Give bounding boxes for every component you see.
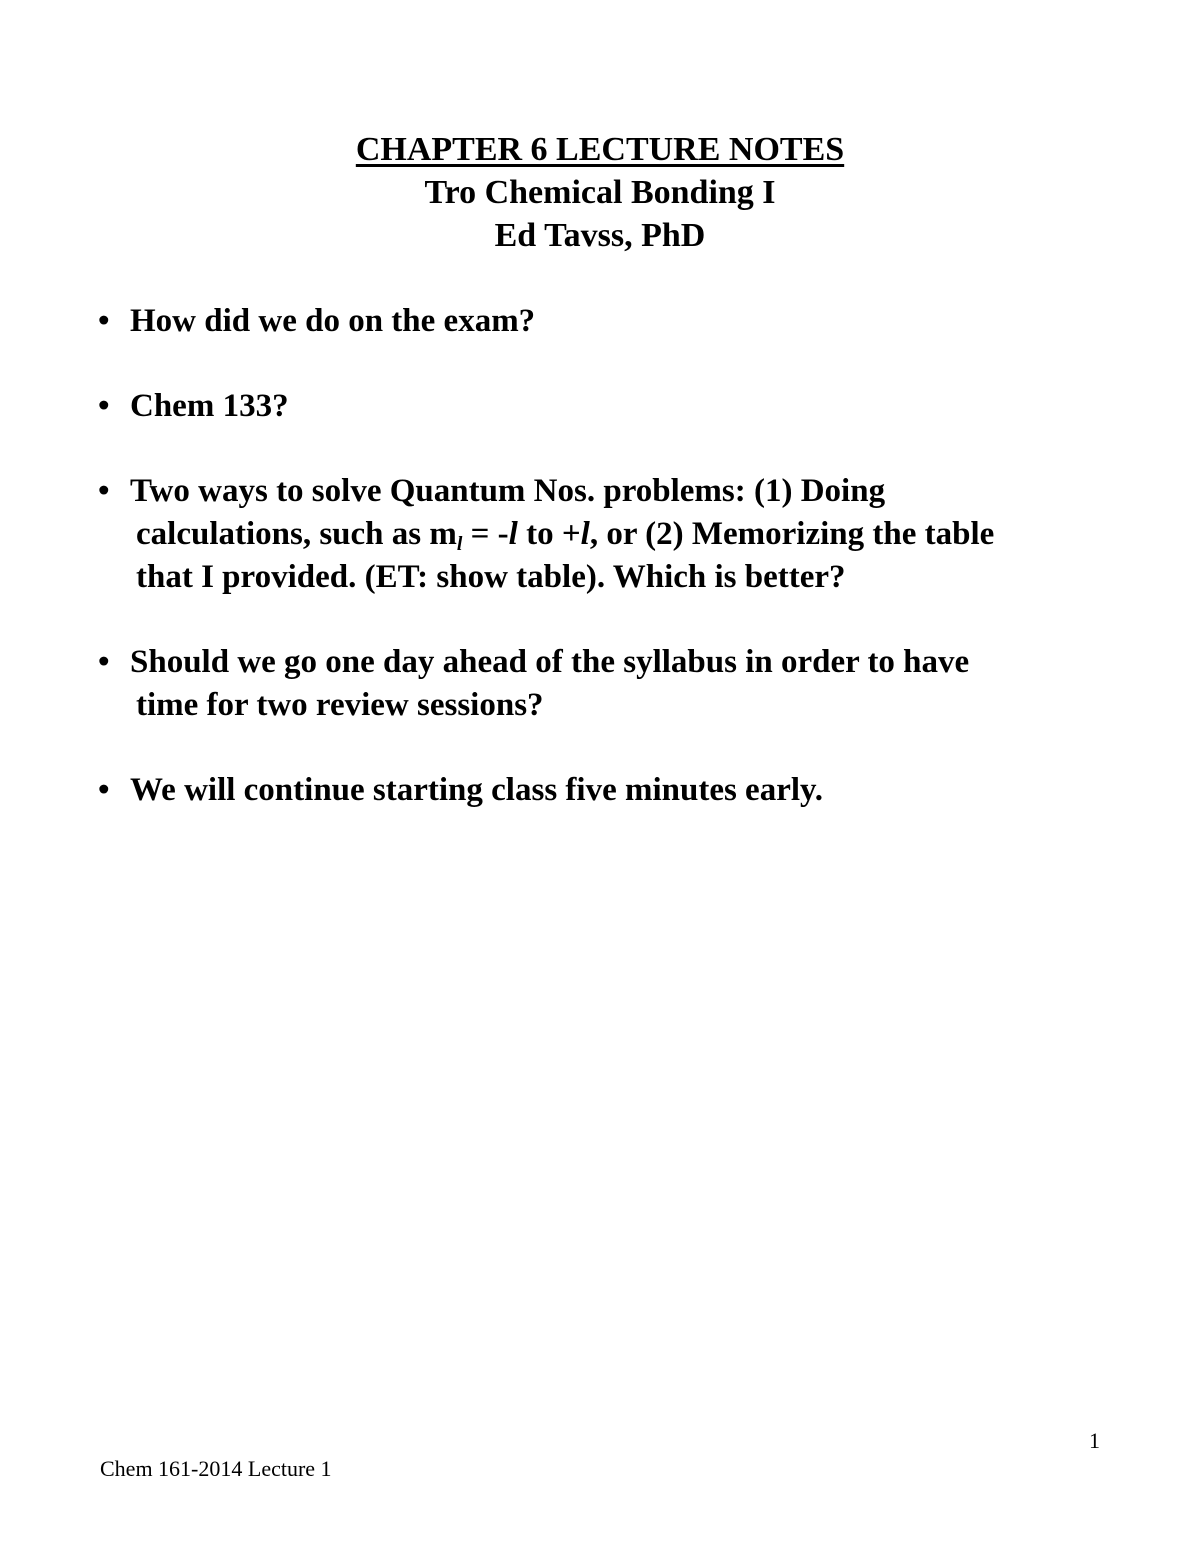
italic-l: l: [580, 516, 590, 552]
text-segment: calculations, such as m: [136, 516, 457, 552]
text-segment: , or (2) Memorizing the table: [589, 516, 995, 552]
footer-course-label: Chem 161-2014 Lecture 1: [100, 1456, 332, 1481]
chapter-subtitle: Tro Chemical Bonding I: [424, 174, 776, 211]
bullet-dot: •: [98, 644, 110, 680]
bullet-dot: •: [98, 388, 110, 424]
bullet-syllabus: [98, 641, 1138, 727]
bullet-chem133: [98, 385, 1138, 428]
bullet-list: [98, 300, 1138, 854]
bullet-text-line-1: Should we go one day ahead of the syllabus in order to have: [130, 644, 970, 680]
text-segment: to +: [517, 516, 581, 552]
bullet-text: How did we do on the exam?: [130, 303, 536, 339]
bullet-text-line-1: Two ways to solve Quantum Nos. problems: (1) Doing: [130, 473, 886, 509]
subscript-l: l: [456, 533, 463, 555]
chapter-title: CHAPTER 6 LECTURE NOTES: [355, 131, 845, 168]
bullet-class-start: [98, 769, 1138, 812]
bullet-dot: •: [98, 473, 110, 509]
bullet-text: We will continue starting class five minutes early.: [130, 772, 823, 808]
italic-l: l: [508, 516, 518, 552]
author-name: Ed Tavss, PhD: [494, 217, 706, 254]
bullet-exam: [98, 300, 1138, 343]
bullet-text-line-2: [130, 513, 1138, 556]
bullet-dot: •: [98, 303, 110, 339]
bullet-text-line-2: time for two review sessions?: [136, 687, 544, 723]
bullet-quantum-numbers: [98, 470, 1138, 599]
text-segment: = -: [462, 516, 509, 552]
bullet-dot: •: [98, 772, 110, 808]
bullet-text-line-3: that I provided. (ET: show table). Which is better?: [136, 559, 846, 595]
bullet-text: Chem 133?: [130, 388, 289, 424]
page-number: 1: [1089, 1428, 1100, 1453]
document-header: [0, 128, 1200, 257]
